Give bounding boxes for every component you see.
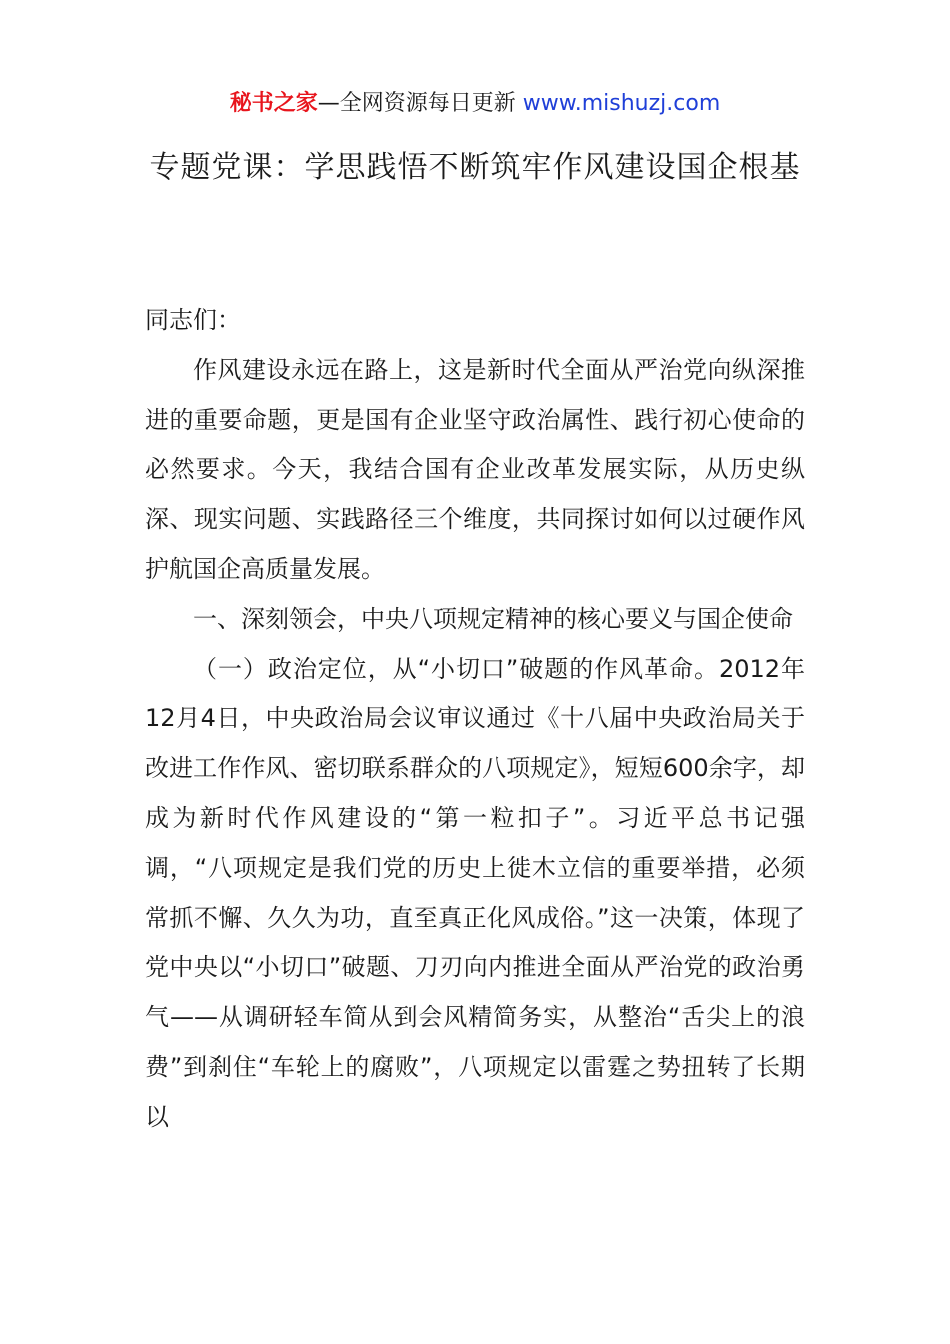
paragraph-section-1-1: （一）政治定位，从“小切口”破题的作风革命。2012年12月4日，中央政治局会议审议通过《十八届中央政治局关于改进工作作风、密切联系群众的八项规定》，短短600余字，却成为新时代作风建设的“第一粒扣子”。习近平总书记强调，“八项规定是我们党的历史上徙木立信的重要举措，必须常抓不懈、久久为功，直至真正化风成俗。”这一决策，体现了党中央以“小切口”破题、刀刃向内推进全面从严治党的政治勇气——从调研轻车简从到会风精简务实，从整治“舌尖上的浪费”到刹住“车轮上的腐败”，八项规定以雷霆之势扭转了长期以 bbox=[145, 654, 805, 1131]
site-url-link[interactable]: www.mishuzj.com bbox=[522, 91, 721, 116]
paragraph-intro: 作风建设永远在路上，这是新时代全面从严治党向纵深推进的重要命题，更是国有企业坚守政治属性、践行初心使命的必然要求。今天，我结合国有企业改革发展实际，从历史纵深、现实问题、实践路径三个维度，共同探讨如何以过硬作风护航国企高质量发展。 bbox=[145, 355, 805, 583]
section-heading-1: 一、深刻领会，中央八项规定精神的核心要义与国企使命 bbox=[193, 604, 793, 633]
site-brand: 秘书之家 bbox=[229, 91, 318, 116]
site-header bbox=[0, 86, 950, 122]
salutation: 同志们： bbox=[145, 306, 241, 334]
document-title: 专题党课：学思践悟不断筑牢作风建设国企根基 bbox=[149, 150, 801, 185]
site-tagline: —全网资源每日更新 bbox=[317, 91, 523, 116]
document-body bbox=[145, 296, 805, 1143]
